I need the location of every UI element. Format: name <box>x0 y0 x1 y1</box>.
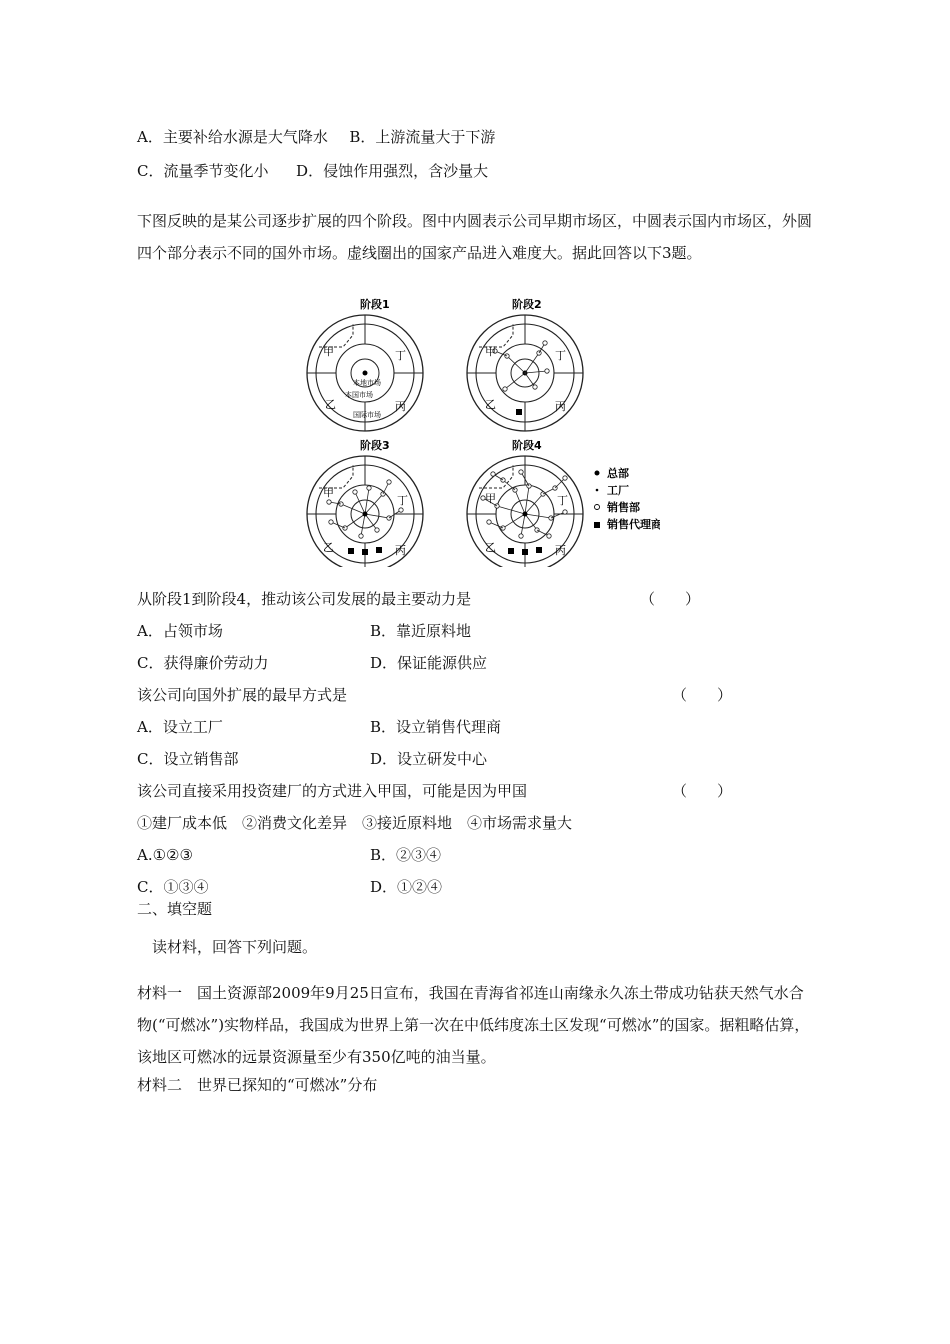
section-2-prompt: 读材料，回答下列问题。 <box>152 938 318 956</box>
stage-3-label-ding: 丁 <box>397 494 408 507</box>
stage-3-label-jia: 甲 <box>323 486 334 499</box>
q2-stem: 该公司向国外扩展的最早方式是 <box>137 686 348 704</box>
q3-option-c: C．①③④ <box>137 878 209 896</box>
stage-2-label-jia: 甲 <box>485 345 496 358</box>
stage-1-label-jia: 甲 <box>323 345 334 358</box>
q3-option-b: B．②③④ <box>370 846 442 864</box>
stage-4-label-bing: 丙 <box>555 544 566 557</box>
stage-4-label-jia: 甲 <box>485 492 496 505</box>
q3-answer-paren: （ ） <box>672 782 733 800</box>
stage-1-label-yi: 乙 <box>325 398 336 411</box>
stage-1-label-ding: 丁 <box>395 349 406 362</box>
figure-legend <box>594 466 660 531</box>
stage-3-title: 阶段3 <box>360 439 390 452</box>
q1-option-d: D．保证能源供应 <box>370 654 488 672</box>
stage-1-diagram <box>307 315 423 431</box>
q1-option-c: C．获得廉价劳动力 <box>137 654 269 672</box>
prev-option-c: C．流量季节变化小 <box>137 162 269 180</box>
legend-factory: 工厂 <box>607 484 629 497</box>
stage-3-label-yi: 乙 <box>323 541 334 554</box>
stage-4-diagram <box>467 456 583 567</box>
stage-3-diagram <box>307 456 423 567</box>
intl-market-label: 国际市场 <box>353 411 381 419</box>
stage-1-title: 阶段1 <box>360 298 390 311</box>
q2-answer-paren: （ ） <box>672 686 733 704</box>
local-market-label: 本地市场 <box>353 379 381 387</box>
section-2-title: 二、填空题 <box>137 900 213 918</box>
stage-2-diagram <box>467 315 583 431</box>
stage-2-label-yi: 乙 <box>485 398 496 411</box>
stage-2-label-bing: 丙 <box>555 400 566 413</box>
stage-2-label-ding: 丁 <box>555 349 566 362</box>
legend-sales-agent: 销售代理商 <box>607 518 660 531</box>
prev-options-row-1 <box>137 127 495 147</box>
stage-3-label-bing: 丙 <box>395 544 406 557</box>
q1-option-b: B．靠近原料地 <box>370 622 472 640</box>
stage-1-label-bing: 丙 <box>395 400 406 413</box>
q1-stem: 从阶段1到阶段4，推动该公司发展的最主要动力是 <box>137 590 472 608</box>
prev-options-row-2 <box>137 161 488 181</box>
prev-option-d: D．侵蚀作用强烈，含沙量大 <box>296 162 489 180</box>
national-market-label: 本国市场 <box>345 391 373 399</box>
q1-answer-paren: （ ） <box>640 590 701 608</box>
stage-4-title: 阶段4 <box>512 439 542 452</box>
company-stages-figure <box>300 292 660 571</box>
q2-option-b: B．设立销售代理商 <box>370 718 502 736</box>
q3-option-a: A.①②③ <box>137 846 193 864</box>
material-1: 材料一 国土资源部2009年9月25日宣布，我国在青海省祁连山南缘永久冻土带成功钻获天然气水合物(“可燃冰”)实物样品，我国成为世界上第一次在中低纬度冻土区发现“可燃冰”的国家。据粗略估算，该地区可燃冰的远景资源量至少有350亿吨的油当量。 <box>137 984 810 1066</box>
stage-4-label-yi: 乙 <box>485 541 496 554</box>
prev-option-a: A．主要补给水源是大气降水 <box>137 128 328 146</box>
prev-option-b: B．上游流量大于下游 <box>349 128 496 146</box>
stage-2-title: 阶段2 <box>512 298 542 311</box>
q3-option-d: D．①②④ <box>370 878 443 896</box>
legend-sales-dept: 销售部 <box>607 501 640 514</box>
q2-option-a: A．设立工厂 <box>137 718 223 736</box>
intro-paragraph: 下图反映的是某公司逐步扩展的四个阶段。图中内圆表示公司早期市场区，中圆表示国内市场区，外圆四个部分表示不同的国外市场。虚线圈出的国家产品进入难度大。据此回答以下3题。 <box>137 212 813 262</box>
q2-option-d: D．设立研发中心 <box>370 750 488 768</box>
material-2: 材料二 世界已探知的“可燃冰”分布 <box>137 1076 378 1094</box>
q1-option-a: A．占领市场 <box>137 622 223 640</box>
q3-stem: 该公司直接采用投资建厂的方式进入甲国，可能是因为甲国 <box>137 782 528 800</box>
q2-option-c: C．设立销售部 <box>137 750 239 768</box>
q3-items: ①建厂成本低 ②消费文化差异 ③接近原料地 ④市场需求量大 <box>137 814 573 832</box>
legend-hq: 总部 <box>607 467 629 480</box>
stage-4-label-ding: 丁 <box>557 494 568 507</box>
